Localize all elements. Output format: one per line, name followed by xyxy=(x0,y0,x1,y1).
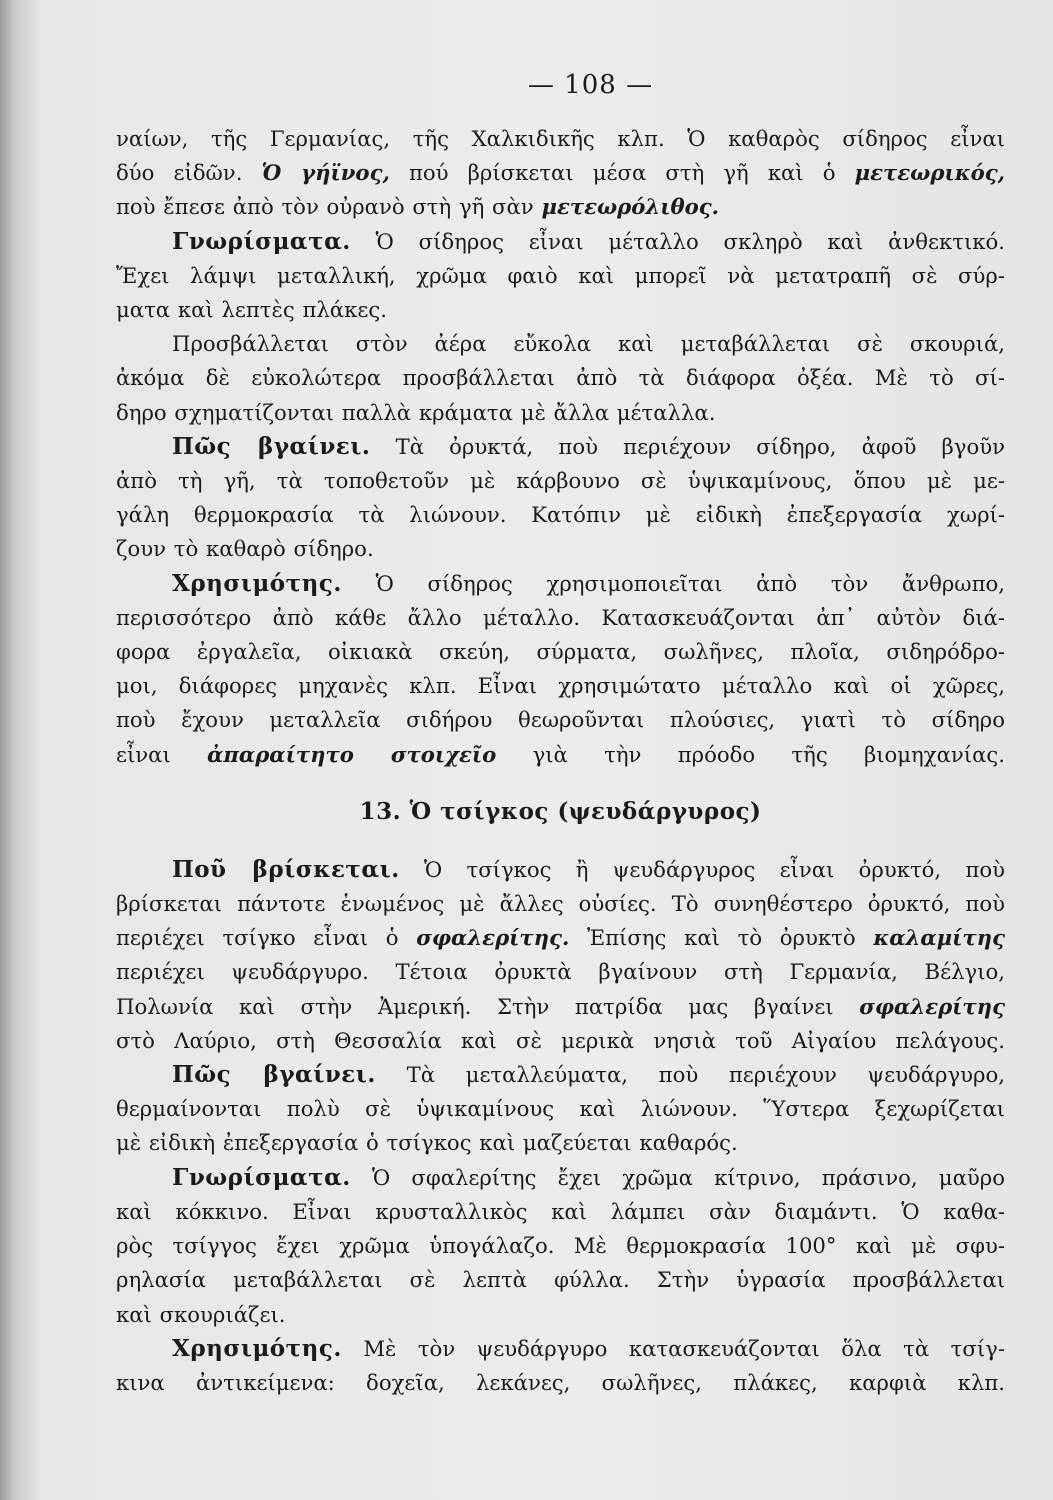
emphasis-meteorite: μετεωρόλιθος. xyxy=(541,194,720,220)
emphasis-calamine: καλαμίτης xyxy=(873,925,1005,951)
zinc-features-paragraph xyxy=(116,1161,1005,1332)
text-line: γάλη θερμοκρασία τὰ λιώνουν. Κατόπιν μὲ εἰδικὴ ἐπεξεργασία χωρί- xyxy=(116,502,1005,528)
iron-usage-paragraph xyxy=(116,567,1005,772)
page-number: — 108 — xyxy=(527,70,654,100)
text-line: ρηλασία μεταβάλλεται σὲ λεπτὰ φύλλα. Στὴν ὑγρασία προσβάλλεται xyxy=(116,1267,1005,1293)
text-line: δηρο σχηματίζονται παλλὰ κράματα μὲ ἄλλα μέταλλα. xyxy=(116,399,716,425)
text-line: Ἔχει λάμψι μεταλλική, χρῶμα φαιὸ καὶ μπορεῖ νὰ μετατραπῆ σὲ σύρ- xyxy=(116,262,1005,288)
text-line: ρὸς τσίγγος ἔχει χρῶμα ὑπογάλαζο. Μὲ θερμοκρασία 100° καὶ μὲ σφυ- xyxy=(116,1233,1005,1259)
text-line: εἶναι ἀπαραίτητο στοιχεῖο γιὰ τὴν πρόοδο τῆς βιομηχανίας. xyxy=(116,741,1005,767)
zinc-usage-paragraph xyxy=(116,1332,1005,1400)
text-line: Προσβάλλεται στὸν ἀέρα εὔκολα καὶ μεταβάλλεται σὲ σκουριά, xyxy=(172,331,1005,357)
text-line: βρίσκεται πάντοτε ἑνωμένος μὲ ἄλλες οὐσίες. Τὸ συνηθέστερο ὀρυκτό, ποὺ xyxy=(116,891,1005,917)
text-line: Ποῦ βρίσκεται. Ὁ τσίγκος ἢ ψευδάργυρος εἶναι ὀρυκτό, ποὺ xyxy=(172,855,1005,883)
text-line: καὶ σκουριάζει. xyxy=(116,1301,286,1327)
text-line: στὸ Λαύριο, στὴ Θεσσαλία καὶ σὲ μερικὰ νησιὰ τοῦ Αἰγαίου πελάγους. xyxy=(116,1027,1005,1053)
text-line: Χρησιμότης. Μὲ τὸν ψευδάργυρο κατασκευάζονται ὅλα τὰ τσίγ- xyxy=(172,1334,1005,1362)
iron-intro-paragraph xyxy=(116,122,1005,225)
text-line: Πολωνία καὶ στὴν Ἀμερική. Στὴν πατρίδα μας βγαίνει σφαλερίτης xyxy=(116,993,1005,1019)
text-line: περιέχει ψευδάργυρο. Τέτοια ὀρυκτὰ βγαίνουν στὴ Γερμανία, Βέλγιο, xyxy=(116,959,1005,985)
heading-extraction: Πῶς βγαίνει. xyxy=(172,432,371,460)
text-line: κινα ἀντικείμενα: δοχεῖα, λεκάνες, σωλῆνες, πλάκες, καρφιὰ κλπ. xyxy=(116,1369,1005,1395)
text-line: καὶ κόκκινο. Εἶναι κρυσταλλικὸς καὶ λάμπει σὰν διαμάντι. Ὁ καθα- xyxy=(116,1198,1005,1224)
heading-features: Γνωρίσματα. xyxy=(172,227,351,255)
iron-features-paragraph xyxy=(116,225,1005,328)
text-line: ποὺ ἔχουν μεταλλεῖα σιδήρου θεωροῦνται πλούσιες, γιατὶ τὸ σίδηρο xyxy=(116,707,1005,733)
emphasis-earthly-iron: Ὁ γήϊνος, xyxy=(261,160,390,186)
text-line: Γνωρίσματα. Ὁ σίδηρος εἶναι μέταλλο σκληρὸ καὶ ἀνθεκτικό. xyxy=(172,227,1005,255)
heading-usage: Χρησιμότης. xyxy=(172,569,342,597)
section-title-zinc: 13. Ὁ τσίγκος (ψευδάργυρος) xyxy=(359,797,762,825)
zinc-where-paragraph xyxy=(116,853,1005,1058)
text-line: ποὺ ἔπεσε ἀπὸ τὸν οὐρανὸ στὴ γῆ σὰν μετεωρόλιθος. xyxy=(116,194,720,220)
text-line: μὲ εἰδικὴ ἐπεξεργασία ὁ τσίγκος καὶ μαζεύεται καθαρός. xyxy=(116,1130,738,1156)
heading-usage: Χρησιμότης. xyxy=(172,1334,342,1362)
text-line: ἀπὸ τὴ γῆ, τὰ τοποθετοῦν μὲ κάρβουνο σὲ ὑψικαμίνους, ὅπου μὲ με- xyxy=(116,468,1005,494)
text-line: Πῶς βγαίνει. Τὰ μεταλλεύματα, ποὺ περιέχουν ψευδάργυρο, xyxy=(172,1061,1005,1089)
emphasis-meteoric: μετεωρικός, xyxy=(854,160,1005,186)
text-line: θερμαίνονται πολὺ σὲ ὑψικαμίνους καὶ λιώνουν. Ὕστερα ξεχωρίζεται xyxy=(116,1096,1005,1122)
emphasis-essential-element: ἀπαραίτητο στοιχεῖο xyxy=(207,741,497,767)
text-line: περισσότερο ἀπὸ κάθε ἄλλο μέταλλο. Κατασκευάζονται ἀπ᾿ αὐτὸν διά- xyxy=(116,604,1005,630)
text-line: δύο εἰδῶν. Ὁ γήϊνος, πού βρίσκεται μέσα στὴ γῆ καὶ ὁ μετεωρικός, xyxy=(116,160,1005,186)
iron-extraction-paragraph xyxy=(116,430,1005,567)
text-line: Γνωρίσματα. Ὁ σφαλερίτης ἔχει χρῶμα κίτρινο, πράσινο, μαῦρο xyxy=(172,1163,1005,1191)
emphasis-sphalerite: σφαλερίτης xyxy=(859,993,1005,1019)
text-line: ζουν τὸ καθαρὸ σίδηρο. xyxy=(116,536,374,562)
text-line: Πῶς βγαίνει. Τὰ ὀρυκτά, ποὺ περιέχουν σίδηρο, ἀφοῦ βγοῦν xyxy=(172,432,1005,460)
text-line: φορα ἐργαλεῖα, οἰκιακὰ σκεύη, σύρματα, σωλῆνες, πλοῖα, σιδηρόδρο- xyxy=(116,639,1005,665)
text-line: ἀκόμα δὲ εὐκολώτερα προσβάλλεται ἀπὸ τὰ διάφορα ὀξέα. Μὲ τὸ σί- xyxy=(116,365,1005,391)
emphasis-sphalerite: σφαλερίτης. xyxy=(416,925,570,951)
text-line: περιέχει τσίγκο εἶναι ὁ σφαλερίτης. Ἐπίσης καὶ τὸ ὀρυκτὸ καλαμίτης xyxy=(116,925,1005,951)
heading-extraction: Πῶς βγαίνει. xyxy=(172,1061,376,1089)
iron-oxidation-paragraph xyxy=(116,327,1005,430)
text-line: ματα καὶ λεπτὲς πλάκες. xyxy=(116,297,387,323)
text-line: μοι, διάφορες μηχανὲς κλπ. Εἶναι χρησιμώτατο μέταλλο καὶ οἱ χῶρες, xyxy=(116,673,1005,699)
heading-features: Γνωρίσματα. xyxy=(172,1163,351,1191)
text-line: Χρησιμότης. Ὁ σίδηρος χρησιμοποιεῖται ἀπὸ τὸν ἄνθρωπο, xyxy=(172,569,1005,597)
text-line: ναίων, τῆς Γερμανίας, τῆς Χαλκιδικῆς κλπ. Ὁ καθαρὸς σίδηρος εἶναι xyxy=(116,126,1005,151)
heading-where-found: Ποῦ βρίσκεται. xyxy=(172,855,400,883)
zinc-extraction-paragraph xyxy=(116,1058,1005,1161)
